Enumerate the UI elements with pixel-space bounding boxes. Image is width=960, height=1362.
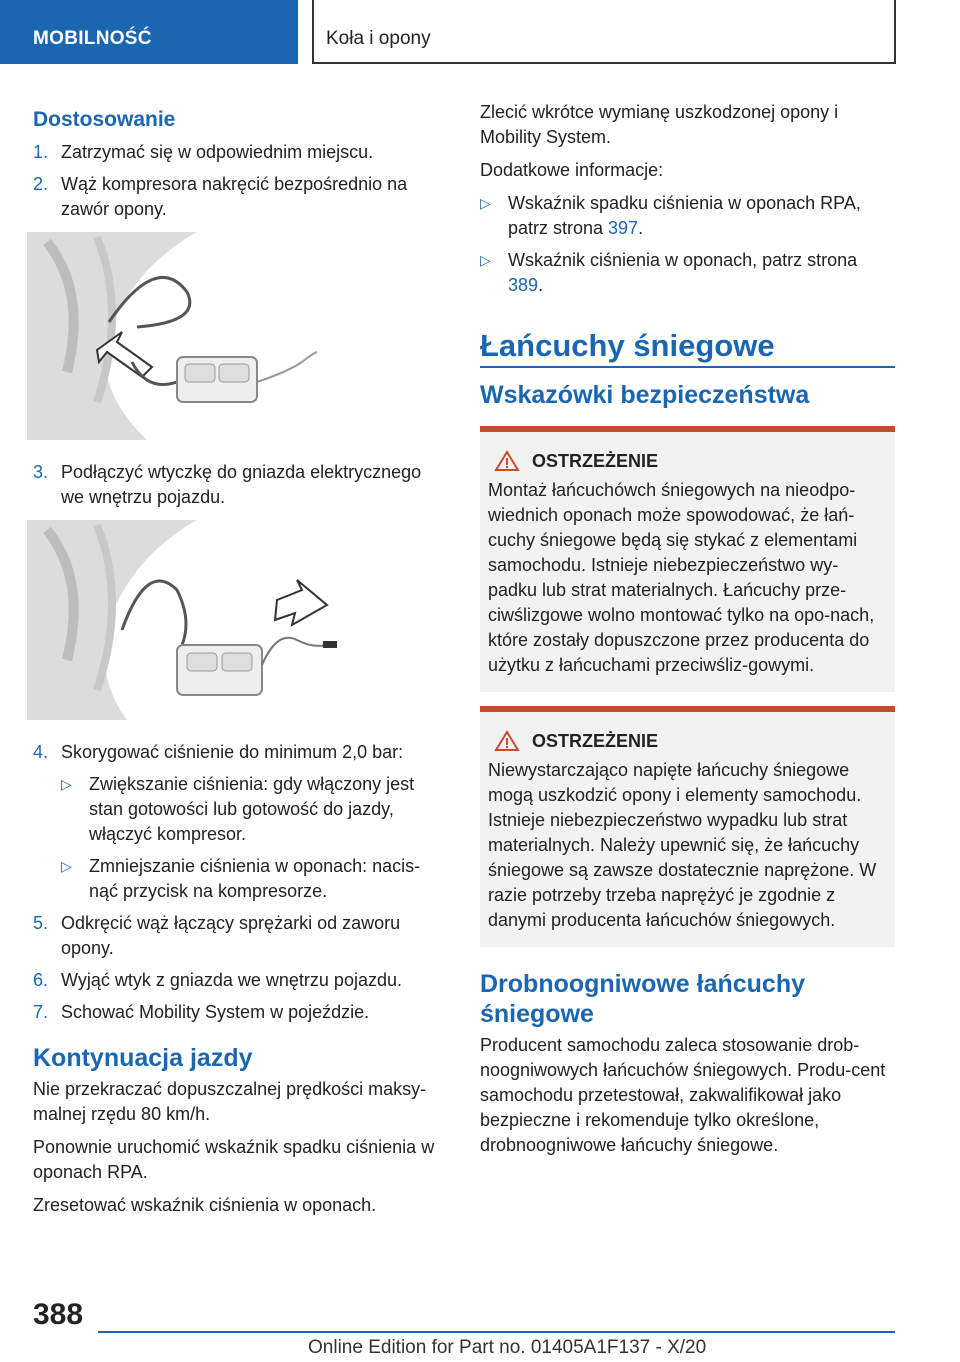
list-item: ▷ Wskaźnik ciśnienia w oponach, patrz strona 389. xyxy=(480,250,858,295)
list-item: 3. Podłączyć wtyczkę do gniazda elektrycznego we wnętrzu pojazdu. xyxy=(33,462,422,507)
triangle-bullet-icon: ▷ xyxy=(480,195,491,211)
steps-list-a xyxy=(33,140,447,222)
chains-heading: Łańcuchy śniegowe xyxy=(480,328,775,363)
warning-icon xyxy=(494,730,520,752)
info-bullets xyxy=(480,191,895,298)
triangle-bullet-icon: ▷ xyxy=(61,776,72,792)
warning-box xyxy=(480,706,895,947)
fine-chains-heading: Drobnoogniwowe łańcuchy śniegowe xyxy=(480,970,806,1028)
edition-text: Online Edition for Part no. 01405A1F137 - X/20 xyxy=(308,1337,707,1358)
adjust-heading: Dostosowanie xyxy=(33,108,176,131)
continue-para: Zresetować wskaźnik ciśnienia w oponach. xyxy=(33,1195,377,1215)
warning-box xyxy=(480,426,895,692)
heading-rule xyxy=(480,366,895,368)
steps-list-b xyxy=(33,460,447,510)
list-item: 5. Odkręcić wąż łączący sprężarki od zaworu opony. xyxy=(33,913,401,958)
list-item: 7. Schować Mobility System w pojeździe. xyxy=(33,1002,370,1022)
safety-heading: Wskazówki bezpieczeństwa xyxy=(480,381,810,409)
intro-para: Zlecić wkrótce wymianę uszkodzonej opony i Mobility System. xyxy=(480,102,839,147)
list-item: 1. Zatrzymać się w odpowiednim miejscu. xyxy=(33,142,374,162)
warning-title: OSTRZEŻENIE xyxy=(488,730,887,752)
section-tab: MOBILNOŚĆ xyxy=(0,0,298,64)
list-item: ▷ Wskaźnik spadku ciśnienia w oponach RPA, patrz strona 397. xyxy=(480,193,861,238)
steps-list-c xyxy=(33,740,447,1025)
page-number: 388 xyxy=(33,1298,84,1331)
warning-text: Montaż łańcuchówch śniegowych na nieodpo‐wiednich oponach może spowodować, że łań‐cuchy śniegowe będą się stykać z elementami samochodu. Istnieje niebezpieczeństwo wy‐padku lub strat materialnych. Łańcuchy prze‐ciwślizgowe wolno montować tylko na opo‐nach, które zostały dopuszczone przez producenta do użytku z łańcuchami przeciwśliz‐gowymi. xyxy=(488,480,875,675)
intro-para: Dodatkowe informacje: xyxy=(480,160,664,180)
warning-text: Niewystarczająco napięte łańcuchy śniegowe mogą uszkodzić opony i elementy samochodu. Istnieje niebezpieczeństwo wypadku lub strat materialnych. Należy upewnić się, że łańcuchy śniegowe są zawsze dostatecznie naprężone. W razie potrzeby trzeba naprężyć je zgodnie z danymi producenta łańcuchów śniegowych. xyxy=(488,760,877,930)
list-item: 2. Wąż kompresora nakręcić bezpośrednio na zawór opony. xyxy=(33,174,408,219)
fine-chains-text: Producent samochodu zaleca stosowanie drob‐noogniwowych łańcuchów śniegowych. Produ‐cent samochodu przetestował, zakwalifikował jako bezpieczne i rekomenduje tylko określone, drobnoogniwowe łańcuchy śniegowe. xyxy=(480,1035,886,1155)
warning-icon xyxy=(494,450,520,472)
list-item: ▷ Zmniejszanie ciśnienia w oponach: nacis‐nąć przycisk na kompresorze. xyxy=(61,856,421,901)
list-item: 4. Skorygować ciśnienie do minimum 2,0 bar: ▷ Zwiększanie ciśnienia: gdy włączony jest stan gotowości lub gotowość do jazdy, włączyć kompresor. ▷ Zmniejszanie ciśnienia w oponach: nacis‐nąć przycisk na kompresorze. xyxy=(33,740,447,904)
compressor-valve-illustration xyxy=(27,232,327,440)
continue-para: Ponownie uruchomić wskaźnik spadku ciśnienia w oponach RPA. xyxy=(33,1137,435,1182)
continue-para: Nie przekraczać dopuszczalnej prędkości maksy‐malnej rzędu 80 km/h. xyxy=(33,1079,427,1124)
page-link[interactable]: 389 xyxy=(508,275,539,295)
warning-title: OSTRZEŻENIE xyxy=(488,450,887,472)
pressure-bullets xyxy=(61,772,447,904)
triangle-bullet-icon: ▷ xyxy=(61,858,72,874)
page-link[interactable]: 397 xyxy=(608,218,639,238)
continue-heading: Kontynuacja jazdy xyxy=(33,1044,253,1072)
compressor-plug-illustration xyxy=(27,520,357,720)
list-item: 6. Wyjąć wtyk z gniazda we wnętrzu pojazdu. xyxy=(33,970,402,990)
triangle-bullet-icon: ▷ xyxy=(480,252,491,268)
list-item: ▷ Zwiększanie ciśnienia: gdy włączony jest stan gotowości lub gotowość do jazdy, włączyć kompresor. xyxy=(61,774,415,844)
footer-rule xyxy=(98,1331,895,1333)
right-column xyxy=(480,100,895,1166)
left-column xyxy=(33,100,447,1226)
chapter-tab: Koła i opony xyxy=(312,0,896,64)
